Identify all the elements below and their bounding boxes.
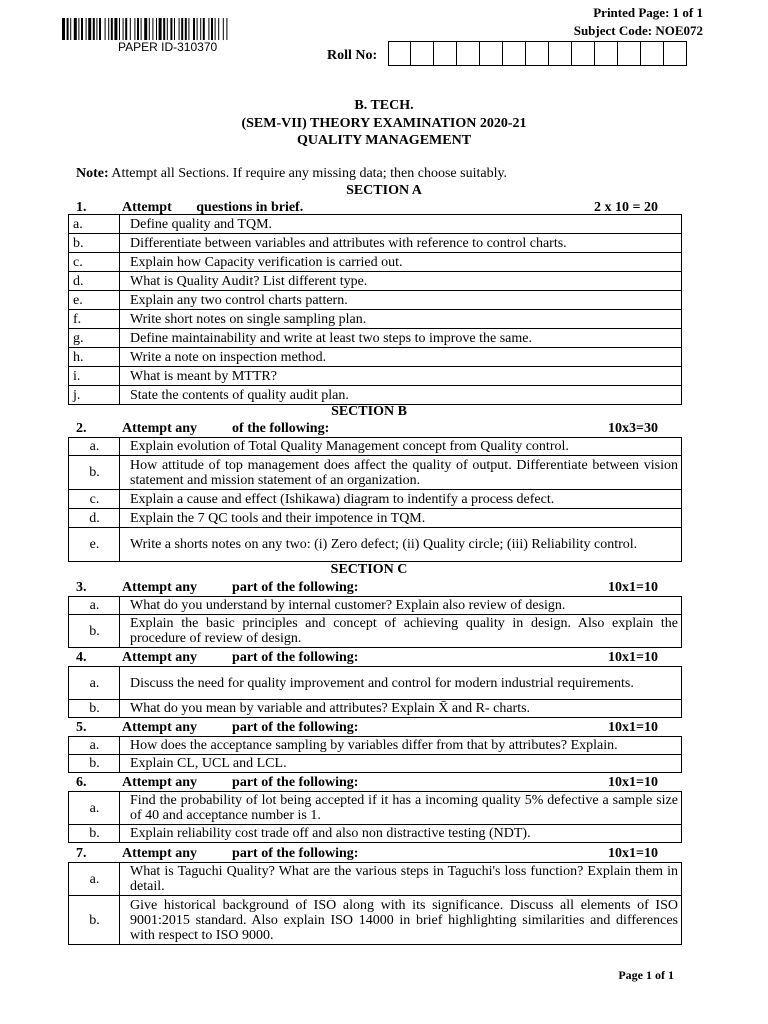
question-number: 7.	[76, 846, 87, 861]
section-b-title: SECTION B	[331, 404, 407, 419]
roll-no-box[interactable]	[411, 41, 434, 66]
roll-no-box[interactable]	[549, 41, 572, 66]
question-number: 1.	[76, 200, 87, 215]
question-row	[69, 896, 682, 945]
question-6-table	[68, 791, 682, 843]
roll-no-box[interactable]	[572, 41, 595, 66]
question-number: 5.	[76, 720, 87, 735]
question-letter: a.	[69, 667, 120, 700]
question-row	[69, 863, 682, 896]
question-instruction: Attempt questions in brief.	[122, 200, 304, 215]
question-marks: 10x1=10	[608, 846, 658, 861]
section-b-table	[68, 437, 682, 562]
question-letter: a.	[69, 863, 120, 896]
course-title: QUALITY MANAGEMENT	[296, 133, 472, 148]
paper-id: PAPER ID-310370	[118, 40, 218, 54]
question-7-header	[76, 846, 658, 862]
question-text: Explain reliability cost trade off and also non distractive testing (NDT).	[120, 825, 682, 843]
question-text: Write a shorts notes on any two: (i) Zero defect; (ii) Quality circle; (iii) Reliability control.	[120, 528, 682, 562]
question-row	[69, 456, 682, 490]
question-text: What do you understand by internal customer? Explain also review of design.	[120, 597, 682, 615]
note	[76, 166, 507, 182]
question-row	[69, 386, 682, 405]
roll-no-box[interactable]	[618, 41, 641, 66]
degree-title: B. TECH.	[354, 98, 414, 113]
question-marks: 10x1=10	[608, 650, 658, 665]
roll-no-box[interactable]	[388, 41, 411, 66]
question-letter: d.	[69, 272, 120, 291]
question-4-header	[76, 650, 658, 666]
question-7-table	[68, 862, 682, 945]
question-text: Define maintainability and write at least two steps to improve the same.	[120, 329, 682, 348]
question-instruction: Attempt any part of the following:	[122, 720, 359, 735]
question-row	[69, 792, 682, 825]
section-a-title: SECTION A	[346, 183, 422, 198]
question-3-table	[68, 596, 682, 648]
question-letter: c.	[69, 253, 120, 272]
question-row	[69, 825, 682, 843]
question-5-header	[76, 720, 658, 736]
question-row	[69, 667, 682, 700]
question-row	[69, 215, 682, 234]
roll-no-box[interactable]	[595, 41, 618, 66]
roll-no-label: Roll No:	[327, 48, 378, 63]
section-a-table	[68, 214, 682, 405]
question-instruction: Attempt any part of the following:	[122, 650, 359, 665]
question-text: How attitude of top management does affect the quality of output. Differentiate between vision statement and mission statement of an organization.	[120, 456, 682, 490]
roll-no-box[interactable]	[503, 41, 526, 66]
question-row	[69, 438, 682, 456]
roll-no-box[interactable]	[434, 41, 457, 66]
question-text: Explain the 7 QC tools and their impotence in TQM.	[120, 509, 682, 528]
question-letter: c.	[69, 490, 120, 509]
question-row	[69, 329, 682, 348]
question-letter: b.	[69, 825, 120, 843]
question-number: 2.	[76, 421, 87, 436]
roll-no-box[interactable]	[457, 41, 480, 66]
question-row	[69, 234, 682, 253]
question-row	[69, 737, 682, 755]
question-letter: b.	[69, 755, 120, 773]
question-row	[69, 348, 682, 367]
question-instruction: Attempt any part of the following:	[122, 580, 359, 595]
question-letter: b.	[69, 615, 120, 648]
question-4-table	[68, 666, 682, 718]
question-letter: g.	[69, 329, 120, 348]
question-row	[69, 615, 682, 648]
question-text: Explain how Capacity verification is carried out.	[120, 253, 682, 272]
roll-no-boxes[interactable]	[388, 41, 687, 66]
question-row	[69, 291, 682, 310]
question-marks: 2 x 10 = 20	[594, 200, 658, 215]
question-letter: a.	[69, 597, 120, 615]
question-text: Differentiate between variables and attributes with reference to control charts.	[120, 234, 682, 253]
question-5-table	[68, 736, 682, 773]
question-marks: 10x1=10	[608, 720, 658, 735]
question-2-header	[76, 421, 658, 437]
question-6-header	[76, 775, 658, 791]
question-text: Explain the basic principles and concept of achieving quality in design. Also explain the procedure of review of design.	[120, 615, 682, 648]
question-text: Explain evolution of Total Quality Management concept from Quality control.	[120, 438, 682, 456]
question-row	[69, 528, 682, 562]
question-letter: j.	[69, 386, 120, 405]
question-row	[69, 253, 682, 272]
question-instruction: Attempt any of the following:	[122, 421, 330, 436]
barcode	[62, 18, 294, 40]
question-row	[69, 490, 682, 509]
question-row	[69, 310, 682, 329]
question-row	[69, 700, 682, 718]
question-text: Give historical background of ISO along with its significance. Discuss all elements of ISO 9001:2015 standard. Also explain ISO 14000 in brief highlighting similarities and differences with respect to ISO 9000.	[120, 896, 682, 945]
question-instruction: Attempt any part of the following:	[122, 846, 359, 861]
question-letter: a.	[69, 215, 120, 234]
question-text: What is meant by MTTR?	[120, 367, 682, 386]
question-text: What is Taguchi Quality? What are the various steps in Taguchi's loss function? Explain them in detail.	[120, 863, 682, 896]
question-text: Discuss the need for quality improvement and control for modern industrial requirements.	[120, 667, 682, 700]
question-letter: b.	[69, 234, 120, 253]
question-letter: f.	[69, 310, 120, 329]
question-text: Explain a cause and effect (Ishikawa) diagram to indentify a process defect.	[120, 490, 682, 509]
question-text: Explain any two control charts pattern.	[120, 291, 682, 310]
question-text: Explain CL, UCL and LCL.	[120, 755, 682, 773]
roll-no-box[interactable]	[526, 41, 549, 66]
question-text: How does the acceptance sampling by variables differ from that by attributes? Explain.	[120, 737, 682, 755]
question-instruction: Attempt any part of the following:	[122, 775, 359, 790]
question-marks: 10x1=10	[608, 580, 658, 595]
question-letter: a.	[69, 792, 120, 825]
question-number: 6.	[76, 775, 87, 790]
question-letter: a.	[69, 438, 120, 456]
subject-code: Subject Code: NOE072	[573, 23, 703, 38]
page-footer: Page 1 of 1	[618, 968, 674, 982]
question-row	[69, 367, 682, 386]
question-letter: d.	[69, 509, 120, 528]
question-text: What is Quality Audit? List different type.	[120, 272, 682, 291]
question-text: Write short notes on single sampling plan.	[120, 310, 682, 329]
question-marks: 10x3=30	[608, 421, 658, 436]
roll-no-box[interactable]	[664, 41, 687, 66]
question-letter: e.	[69, 528, 120, 562]
question-letter: a.	[69, 737, 120, 755]
section-c-title: SECTION C	[330, 562, 408, 577]
question-row	[69, 509, 682, 528]
question-row	[69, 597, 682, 615]
question-number: 4.	[76, 650, 87, 665]
question-text: Define quality and TQM.	[120, 215, 682, 234]
question-letter: h.	[69, 348, 120, 367]
question-text: State the contents of quality audit plan.	[120, 386, 682, 405]
question-number: 3.	[76, 580, 87, 595]
question-letter: b.	[69, 456, 120, 490]
roll-no-box[interactable]	[641, 41, 664, 66]
question-text: Find the probability of lot being accepted if it has a incoming quality 5% defective a sample size of 40 and acceptance number is 1.	[120, 792, 682, 825]
note-text: Attempt all Sections. If require any missing data; then choose suitably.	[108, 166, 508, 181]
printed-page: Printed Page: 1 of 1	[593, 5, 703, 20]
question-marks: 10x1=10	[608, 775, 658, 790]
question-letter: i.	[69, 367, 120, 386]
question-letter: e.	[69, 291, 120, 310]
question-row	[69, 272, 682, 291]
question-letter: b.	[69, 896, 120, 945]
roll-no-box[interactable]	[480, 41, 503, 66]
note-label: Note:	[76, 166, 109, 181]
question-3-header	[76, 580, 658, 596]
question-text: Write a note on inspection method.	[120, 348, 682, 367]
question-letter: b.	[69, 700, 120, 718]
question-row	[69, 755, 682, 773]
question-text: What do you mean by variable and attributes? Explain X̄ and R- charts.	[120, 700, 682, 718]
exam-title: (SEM-VII) THEORY EXAMINATION 2020-21	[241, 116, 527, 131]
